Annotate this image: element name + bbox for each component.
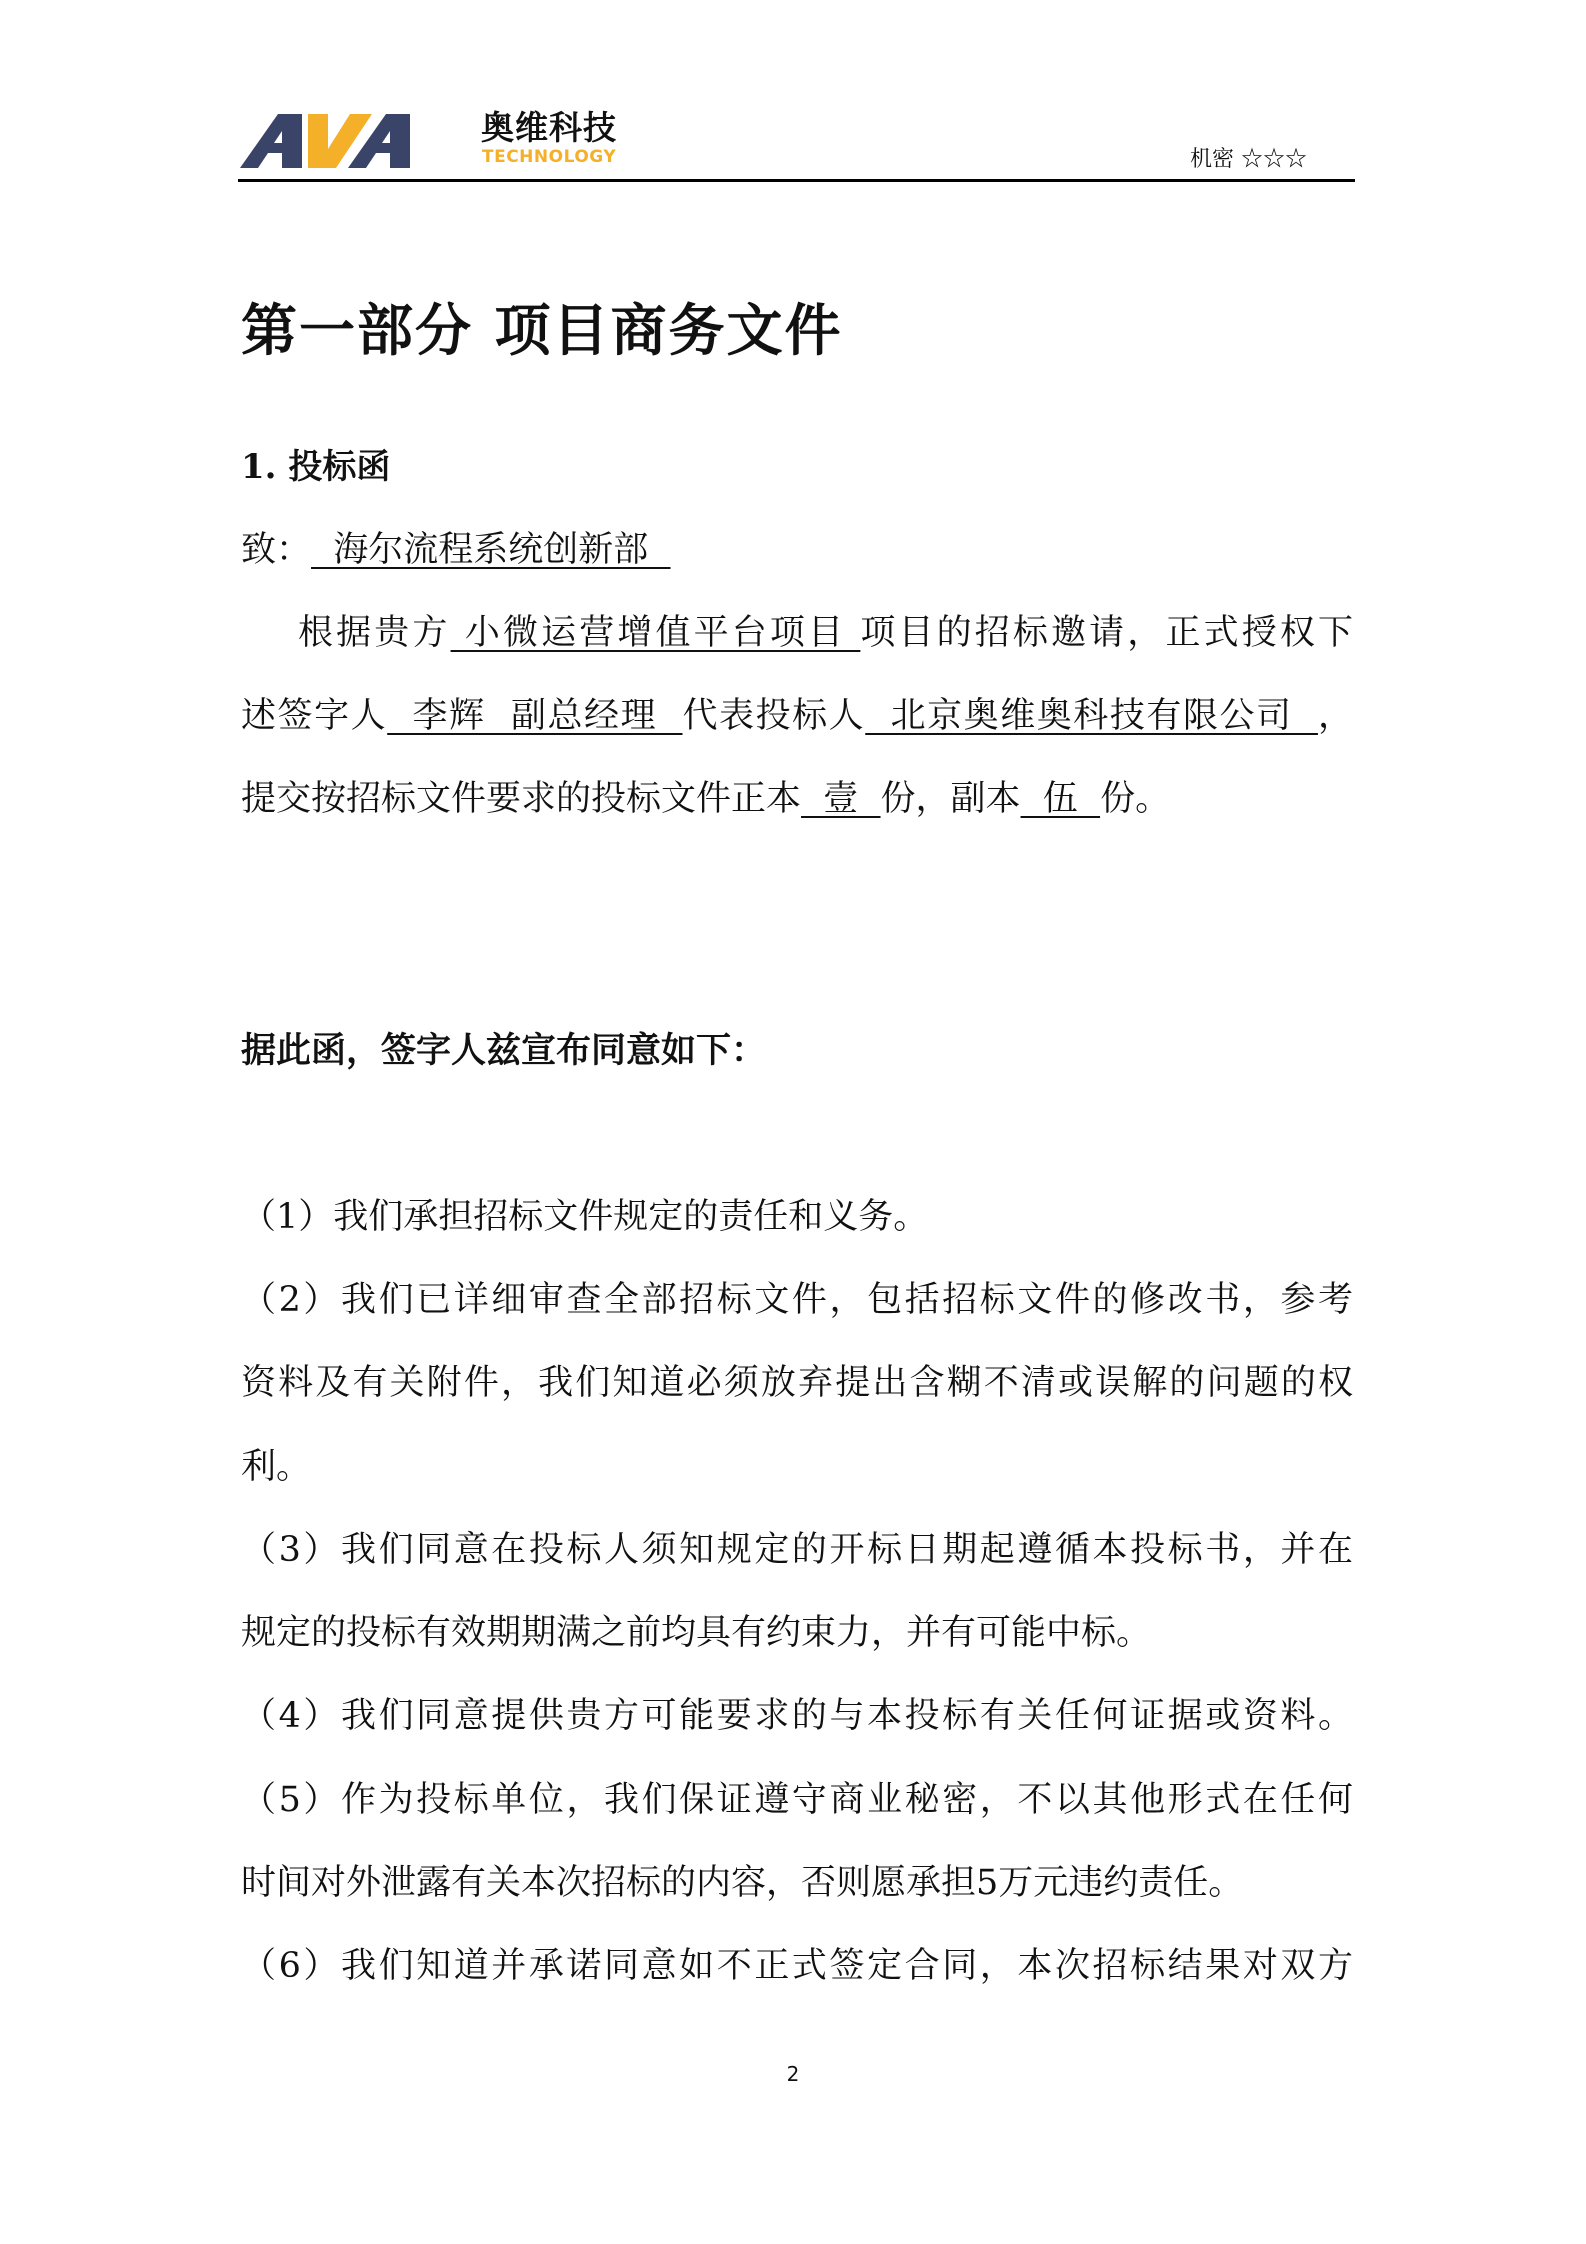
text-segment: 代表投标人 xyxy=(682,696,866,736)
text-segment: （4）我们同意提供贵方可能要求的与本投标有关任何证据或资料。 xyxy=(241,1696,1353,1736)
filled-field: 伍 xyxy=(1020,779,1101,819)
text-line xyxy=(241,758,1353,841)
text-line xyxy=(241,1176,1353,1259)
filled-field: 李辉 副总经理 xyxy=(387,696,683,736)
header-divider xyxy=(238,179,1355,182)
section-heading: 1. 投标函 xyxy=(241,447,391,487)
filled-field: 北京奥维奥科技有限公司 xyxy=(865,696,1318,736)
confidential-label: 机密 ☆☆☆ xyxy=(1190,147,1307,172)
text-segment: 提交按招标文件要求的投标文件正本 xyxy=(241,779,802,819)
text-line xyxy=(241,1259,1353,1342)
text-line xyxy=(241,675,1353,758)
text-segment: 述签字人 xyxy=(241,696,388,736)
text-segment: ， xyxy=(1317,696,1353,736)
text-line xyxy=(241,1759,1353,1842)
text-segment: 利。 xyxy=(241,1447,312,1487)
text-segment: 致： xyxy=(241,530,312,570)
ava-logo-icon xyxy=(240,113,462,169)
filled-field: 小微运营增值平台项目 xyxy=(450,613,861,653)
text-segment: （3）我们同意在投标人须知规定的开标日期起遵循本投标书，并在 xyxy=(241,1530,1353,1570)
page-title: 第一部分 项目商务文件 xyxy=(241,298,843,364)
company-name-cn: 奥维科技 xyxy=(481,108,617,147)
text-segment: （1）我们承担招标文件规定的责任和义务。 xyxy=(241,1197,929,1237)
text-line xyxy=(241,1842,1353,1925)
text-segment: 据此函，签字人兹宣布同意如下： xyxy=(241,1030,767,1071)
filled-field: 海尔流程系统创新部 xyxy=(311,530,671,570)
text-segment: 规定的投标有效期期满之前均具有约束力，并有可能中标。 xyxy=(241,1613,1152,1653)
text-line xyxy=(241,1925,1353,2008)
text-line xyxy=(241,1592,1353,1675)
page-number: 2 xyxy=(786,2062,800,2086)
text-segment: 根据贵方 xyxy=(241,613,451,653)
filled-field: 壹 xyxy=(801,779,881,819)
text-line xyxy=(241,509,1353,592)
text-segment: 时间对外泄露有关本次招标的内容，否则愿承担5万元违约责任。 xyxy=(241,1863,1244,1903)
text-segment: 项目的招标邀请，正式授权下 xyxy=(860,613,1353,653)
text-segment: 资料及有关附件，我们知道必须放弃提出含糊不清或误解的问题的权 xyxy=(241,1363,1353,1403)
text-segment: （6）我们知道并承诺同意如不正式签定合同，本次招标结果对双方 xyxy=(241,1946,1353,1986)
company-name-en: TECHNOLOGY xyxy=(482,147,617,167)
text-line xyxy=(241,1426,1353,1509)
company-logo xyxy=(240,113,462,173)
text-line xyxy=(241,592,1353,675)
text-segment: 份，副本 xyxy=(880,779,1021,819)
text-line xyxy=(241,1009,1353,1092)
text-line xyxy=(241,1509,1353,1592)
text-line xyxy=(241,1342,1353,1425)
text-segment: （2）我们已详细审查全部招标文件，包括招标文件的修改书，参考 xyxy=(241,1280,1353,1320)
text-line xyxy=(241,1675,1353,1758)
text-segment: 份。 xyxy=(1100,779,1171,819)
text-segment: （5）作为投标单位，我们保证遵守商业秘密，不以其他形式在任何 xyxy=(241,1780,1353,1820)
